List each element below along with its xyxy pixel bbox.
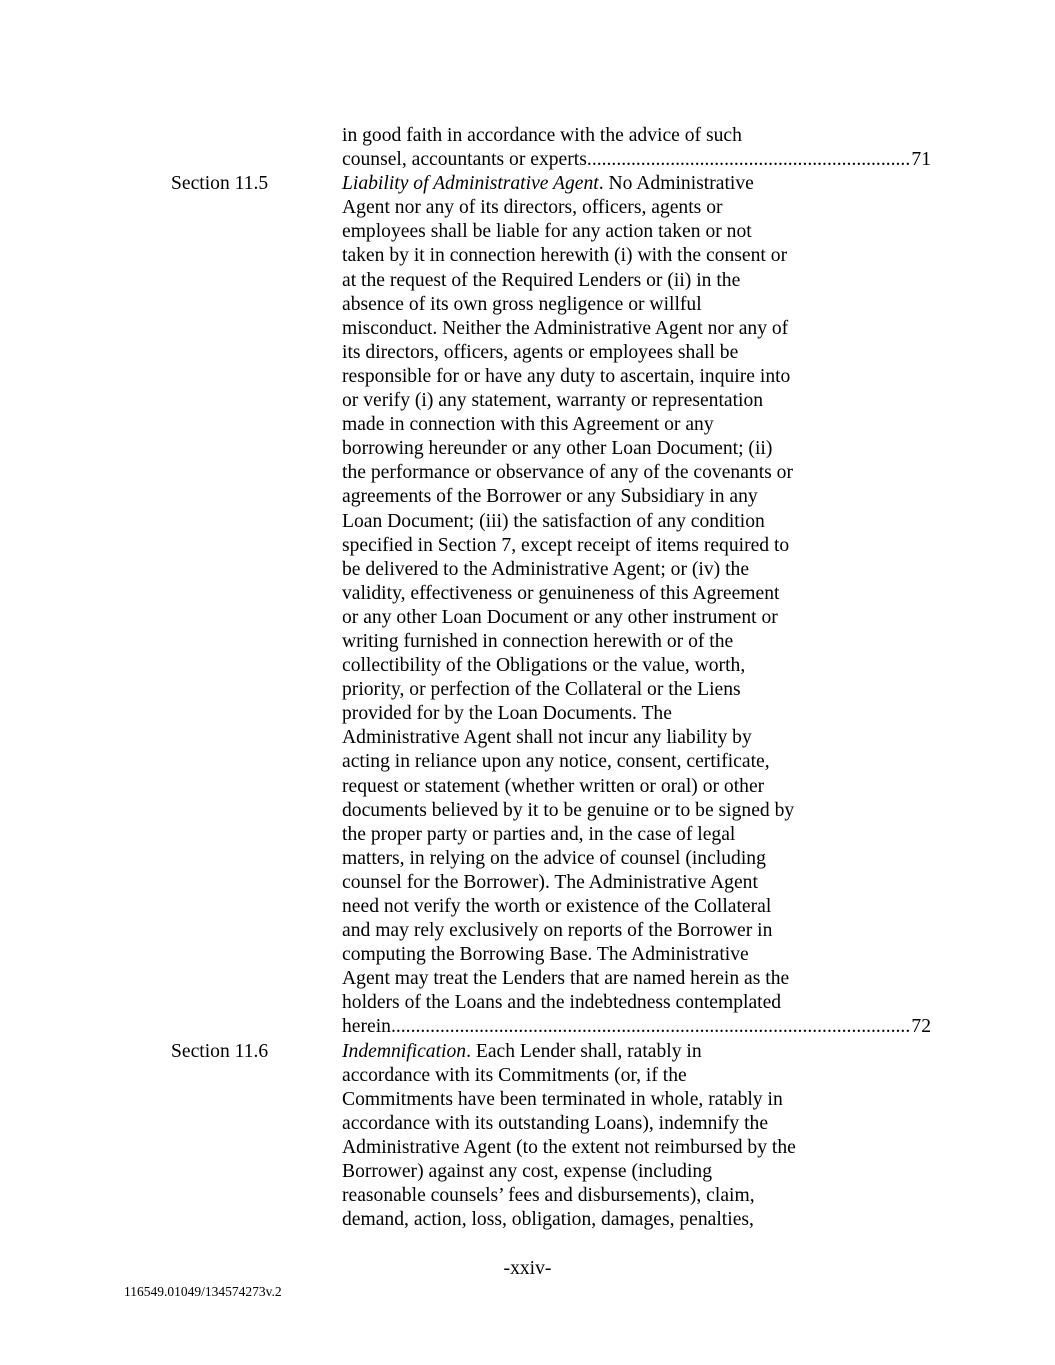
toc-entry-heading (0, 172, 1055, 196)
toc-page-number: 71 (909, 148, 931, 172)
toc-text: demand, action, loss, obligation, damages, penalties, (342, 1209, 754, 1231)
toc-line (0, 558, 1055, 582)
toc-line (0, 1088, 1055, 1112)
toc-line (0, 461, 1055, 485)
toc-line (0, 124, 1055, 148)
toc-line (0, 534, 1055, 558)
toc-line (0, 606, 1055, 630)
toc-line (0, 244, 1055, 268)
toc-line (0, 317, 1055, 341)
table-of-contents (0, 124, 1055, 1232)
toc-text: taken by it in connection herewith (i) with the consent or (342, 245, 788, 267)
toc-page-number: 72 (909, 1015, 931, 1039)
toc-line (0, 1184, 1055, 1208)
toc-line (0, 678, 1055, 702)
toc-text: be delivered to the Administrative Agent; or (iv) the (342, 558, 750, 580)
section-heading-rest: . No Administrative (598, 173, 754, 195)
toc-text: at the request of the Required Lenders or (ii) in the (342, 269, 741, 291)
toc-text: request or statement (whether written or oral) or other (342, 775, 765, 797)
toc-line (0, 895, 1055, 919)
toc-text: or any other Loan Document or any other instrument or (342, 606, 778, 628)
toc-line (0, 269, 1055, 293)
toc-text: holders of the Loans and the indebtedness contemplated (342, 992, 782, 1014)
toc-leader (342, 1015, 931, 1039)
toc-text: Loan Document; (iii) the satisfaction of any condition (342, 510, 765, 532)
toc-line (0, 726, 1055, 750)
section-label: Section 11.6 (171, 1040, 269, 1062)
toc-text: priority, or perfection of the Collateral or the Liens (342, 679, 741, 701)
toc-line (0, 799, 1055, 823)
toc-text: reasonable counsels’ fees and disbursements), claim, (342, 1185, 755, 1207)
toc-line (0, 196, 1055, 220)
toc-text: Administrative Agent (to the extent not reimbursed by the (342, 1136, 796, 1158)
toc-text: writing furnished in connection herewith or of the (342, 630, 734, 652)
toc-line (0, 485, 1055, 509)
toc-text: misconduct. Neither the Administrative Agent nor any of (342, 317, 789, 339)
toc-line (0, 654, 1055, 678)
section-label: Section 11.5 (171, 173, 269, 195)
toc-text: validity, effectiveness or genuineness of this Agreement (342, 582, 780, 604)
toc-line (0, 220, 1055, 244)
toc-line (0, 510, 1055, 534)
toc-text: Agent may treat the Lenders that are named herein as the (342, 968, 790, 990)
toc-text: Borrower) against any cost, expense (including (342, 1161, 712, 1183)
toc-text: documents believed by it to be genuine or to be signed by (342, 799, 795, 821)
toc-line (0, 413, 1055, 437)
toc-text: and may rely exclusively on reports of the Borrower in (342, 920, 773, 942)
toc-leader-line (0, 148, 1055, 172)
toc-line (0, 847, 1055, 871)
toc-text: borrowing hereunder or any other Loan Document; (ii) (342, 438, 773, 460)
toc-text: employees shall be liable for any action taken or not (342, 221, 752, 243)
toc-text: counsel, accountants or experts (342, 149, 587, 171)
toc-text: Agent nor any of its directors, officers, agents or (342, 197, 723, 219)
toc-text: computing the Borrowing Base. The Administrative (342, 944, 749, 966)
toc-text: made in connection with this Agreement or any (342, 414, 714, 436)
toc-leader (342, 148, 931, 172)
toc-text (342, 1040, 702, 1064)
toc-line (0, 341, 1055, 365)
toc-text: absence of its own gross negligence or willful (342, 293, 702, 315)
toc-line (0, 437, 1055, 461)
toc-line (0, 1064, 1055, 1088)
section-heading-rest: . Each Lender shall, ratably in (466, 1040, 702, 1062)
toc-line (0, 1160, 1055, 1184)
toc-text: in good faith in accordance with the advice of such (342, 125, 742, 146)
toc-line (0, 702, 1055, 726)
toc-line (0, 823, 1055, 847)
toc-line (0, 1208, 1055, 1232)
toc-text: herein (342, 1016, 391, 1038)
section-heading: Liability of Administrative Agent (342, 173, 599, 195)
toc-entry-heading (0, 1040, 1055, 1064)
toc-line (0, 1112, 1055, 1136)
toc-line (0, 991, 1055, 1015)
document-id: 116549.01049/134574273v.2 (124, 1284, 282, 1299)
toc-line (0, 365, 1055, 389)
toc-line (0, 967, 1055, 991)
section-11-5-body (0, 196, 1055, 1015)
toc-text: matters, in relying on the advice of counsel (including (342, 847, 766, 869)
toc-text: its directors, officers, agents or employees shall be (342, 341, 739, 363)
section-11-6-body (0, 1064, 1055, 1233)
toc-text (342, 172, 754, 196)
toc-text: Administrative Agent shall not incur any liability by (342, 727, 752, 749)
toc-text: need not verify the worth or existence of the Collateral (342, 896, 772, 917)
toc-line (0, 1136, 1055, 1160)
toc-line (0, 389, 1055, 413)
toc-text: Commitments have been terminated in whole, ratably in (342, 1088, 783, 1110)
toc-text: responsible for or have any duty to ascertain, inquire into (342, 365, 791, 387)
page-number: -xxiv- (503, 1258, 552, 1279)
toc-text: the proper party or parties and, in the case of legal (342, 823, 736, 845)
toc-line (0, 919, 1055, 943)
toc-line (0, 943, 1055, 967)
toc-text: or verify (i) any statement, warranty or representation (342, 390, 764, 412)
toc-text: the performance or observance of any of the covenants or (342, 462, 794, 484)
toc-leader-line (0, 1015, 1055, 1039)
toc-text: accordance with its Commitments (or, if the (342, 1064, 687, 1086)
toc-line (0, 775, 1055, 799)
toc-line (0, 630, 1055, 654)
toc-text: specified in Section 7, except receipt of items required to (342, 534, 790, 556)
toc-text: collectibility of the Obligations or the value, worth, (342, 655, 746, 677)
toc-text: agreements of the Borrower or any Subsidiary in any (342, 486, 758, 508)
toc-text: acting in reliance upon any notice, consent, certificate, (342, 751, 770, 773)
toc-text: provided for by the Loan Documents. The (342, 703, 672, 725)
toc-line (0, 293, 1055, 317)
toc-line (0, 871, 1055, 895)
section-heading: Indemnification (342, 1040, 467, 1062)
toc-line (0, 750, 1055, 774)
toc-text: counsel for the Borrower). The Administrative Agent (342, 871, 758, 893)
toc-text: accordance with its outstanding Loans), indemnify the (342, 1112, 769, 1134)
toc-line (0, 582, 1055, 606)
